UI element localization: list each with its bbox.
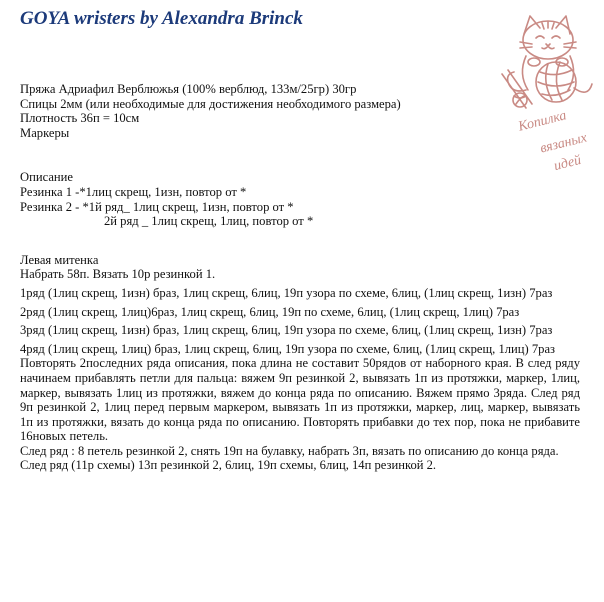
- materials-line: Плотность 36п = 10см: [20, 111, 140, 126]
- materials-line: Спицы 2мм (или необходимые для достижения необходимого размера): [20, 96, 401, 111]
- pattern-document: [20, 82, 580, 473]
- section-heading: Левая митенка: [20, 252, 99, 267]
- logo-text: идей: [552, 152, 583, 175]
- instruction-paragraph: 2ряд (1лиц скрещ, 1лиц)6раз, 1лиц скрещ, 6лиц, 19п по схеме, 6лиц, (1лиц скрещ, 1лиц) 7раз: [20, 304, 520, 319]
- logo-text: вязаных: [538, 130, 589, 157]
- instruction-paragraph: 1ряд (1лиц скрещ, 1изн) браз, 1лиц скрещ, 6лиц, 19п узора по схеме, 6лиц, (1лиц скрещ, 1изн) 7раз: [20, 285, 553, 300]
- materials-line: Пряжа Адриафил Верблюжья (100% верблюд, 133м/25гр) 30гр: [20, 82, 357, 96]
- materials-section: [20, 82, 580, 140]
- instruction-paragraph: 4ряд (1лиц скрещ, 1лиц) браз, 1лиц скрещ, 6лиц, 19п узора по схеме, 6лиц, (1лиц скрещ, 1лиц) 7раз: [20, 341, 556, 356]
- instruction-paragraph: Повторять 2последних ряда описания, пока длина не составит 50рядов от наборного края. В след ряду начинаем прибавлять петли для пальца: вяжем 9п резинкой 2, вывязать 1п из протяжки, маркер, 1лиц, маркер, вывязать 1лиц из протяжки, вяжем до конца ряда по описанию. Вяжем прямо 3ряда. След ряд 9п резинкой 2, 1лиц перед первым маркером, вывязать 1п из протяжки, маркер, лиц, маркер, вывязать 1п из протяжки, вязать до конца ряда по описанию. Повторять прибавки до тех пор, пока не прибавите 16новых петель.: [20, 356, 580, 444]
- rib-line: Резинка 1 -*1лиц скрещ, 1изн, повтор от *: [20, 184, 247, 199]
- logo-text: Копилка: [516, 108, 569, 135]
- left-mitten-section: [20, 253, 580, 473]
- instruction-paragraph: 3ряд (1лиц скрещ, 1изн) браз, 1лиц скрещ, 6лиц, 19п узора по схеме, 6лиц, (1лиц скрещ, 1изн) 7раз: [20, 323, 553, 338]
- section-heading: Описание: [20, 170, 73, 185]
- instruction-paragraph: След ряд : 8 петель резинкой 2, снять 19п на булавку, набрать 3п, вязать по описанию до конца ряда.: [20, 443, 559, 458]
- description-section: [20, 170, 580, 228]
- instruction-paragraph: След ряд (11р схемы) 13п резинкой 2, 6лиц, 19п схемы, 6лиц, 14п резинкой 2.: [20, 458, 437, 473]
- rib-line: 2й ряд _ 1лиц скрещ, 1лиц, повтор от *: [104, 214, 314, 229]
- instruction-paragraph: Набрать 58п. Вязать 10р резинкой 1.: [20, 267, 216, 282]
- rib-line: Резинка 2 - *1й ряд_ 1лиц скрещ, 1изн, повтор от *: [20, 199, 294, 214]
- materials-line: Маркеры: [20, 125, 70, 140]
- document-title: GOYA wristers by Alexandra Brinck: [20, 8, 303, 29]
